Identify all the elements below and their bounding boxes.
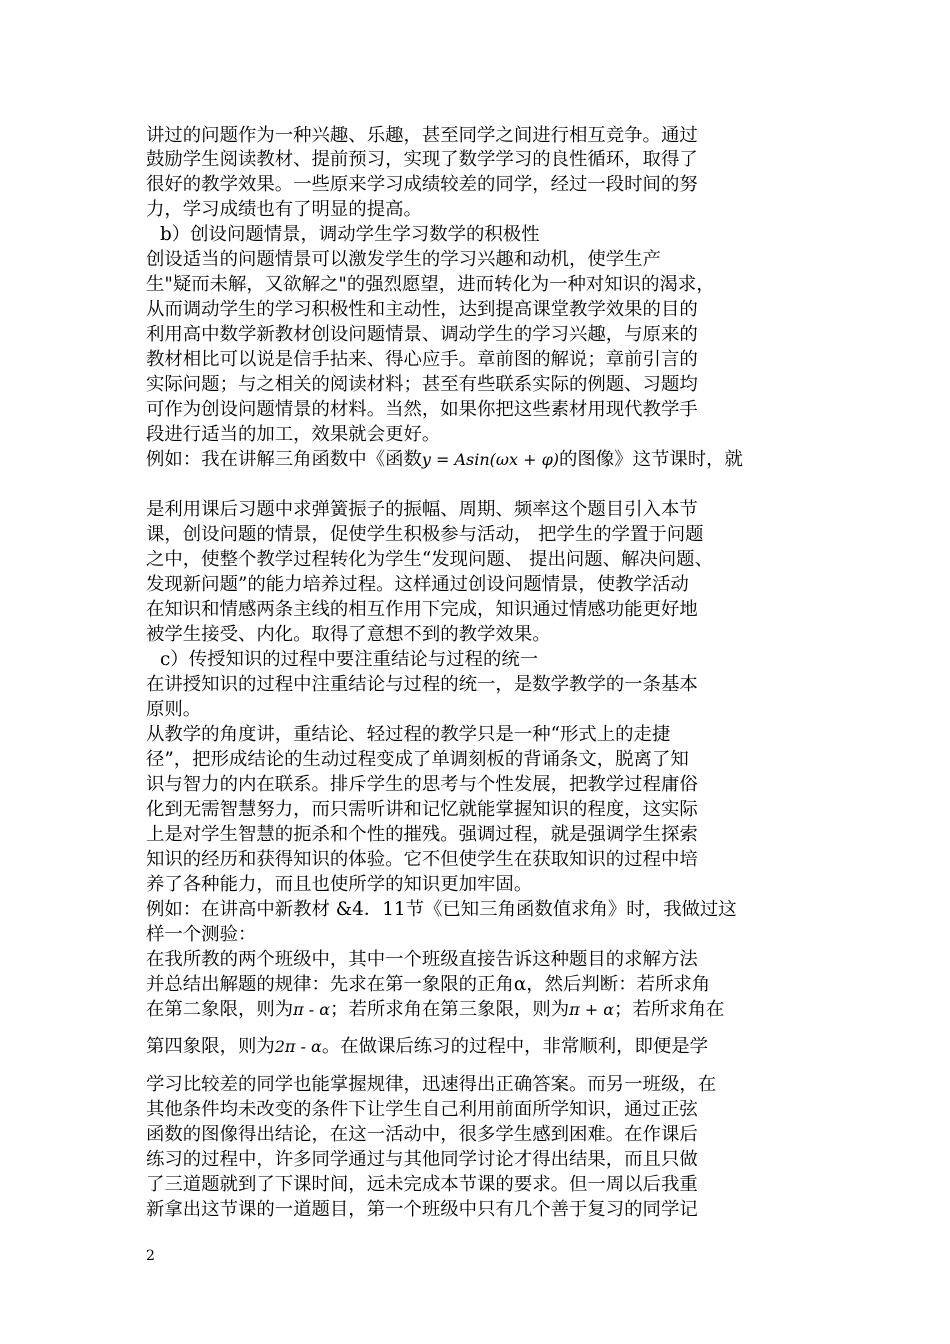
line-text: 利用高中数学新教材创设问题情景、调动学生的学习兴趣，与原来的 <box>146 324 698 345</box>
line-text: 教材相比可以说是信手拈来、得心应手。章前图的解说；章前引言的 <box>146 349 698 370</box>
line-text: 并总结出解题的规律：先求在第一象限的正角 <box>146 974 514 995</box>
line-text: 力，学习成绩也有了明显的提高。 <box>146 199 422 220</box>
text-line <box>146 847 808 873</box>
example-text-before: 例如：我在讲解三角函数中《函数 <box>146 449 422 470</box>
text-line <box>146 247 808 273</box>
text-part: 。在做课后练习的过程中，非常顺利，即便是学 <box>321 1036 709 1057</box>
line-text: 在知识和情感两条主线的相互作用下完成，知识通过情感功能更好地 <box>146 599 698 620</box>
line-text: 从教学的角度讲，重结论、轻过程的教学只是一种“形式上的走捷 <box>146 724 671 745</box>
line-text: 在我所教的两个班级中，其中一个班级直接告诉这种题目的求解方法 <box>146 949 698 970</box>
text-line <box>146 822 808 848</box>
line-text: 段进行适当的加工，效果就会更好。 <box>146 424 441 445</box>
text-line <box>146 772 808 798</box>
text-line <box>146 297 808 323</box>
line-text: 在讲授知识的过程中注重结论与过程的统一，是数学教学的一条基本 <box>146 674 698 695</box>
math-pi-plus-alpha: π + α <box>569 1000 615 1019</box>
text-line <box>146 372 808 398</box>
quadrant-line-2 <box>146 997 808 1023</box>
text-line <box>146 747 808 773</box>
line-text: 练习的过程中，许多同学通过与其他同学讨论才得出结果，而且只做 <box>146 1149 698 1170</box>
page-number: 2 <box>146 1248 155 1264</box>
text-line <box>146 272 808 298</box>
line-text: 讲过的问题作为一种兴趣、乐趣，甚至同学之间进行相互竞争。通过 <box>146 125 698 146</box>
line-text: 知识的经历和获得知识的体验。它不但使学生在获取知识的过程中培 <box>146 849 698 870</box>
text-line <box>146 547 808 573</box>
text-part: 在第二象限，则为 <box>146 999 294 1020</box>
line-text: 识与智力的内在联系。排斥学生的思考与个性发展，把教学过程庸俗 <box>146 774 698 795</box>
line-text: 样一个测验： <box>146 924 257 945</box>
math-pi-minus-alpha: π - α <box>293 1000 331 1019</box>
text-line <box>146 622 808 648</box>
line-text: 养了各种能力，而且也使所学的知识更加牢固。 <box>146 874 533 895</box>
text-line <box>146 1197 808 1223</box>
text-part: ；若所求角在第三象限，则为 <box>330 999 570 1020</box>
line-text: 是利用课后习题中求弹簧振子的振幅、周期、频率这个题目引入本节 <box>146 499 698 520</box>
line-text: 可作为创设问题情景的材料。当然，如果你把这些素材用现代教学手 <box>146 399 698 420</box>
line-text: 课，创设问题的情景，促使学生积极参与活动， 把学生的学置于问题 <box>146 524 704 545</box>
text-part: ；若所求角在 <box>614 999 725 1020</box>
line-text: 创设适当的问题情景可以激发学生的学习兴趣和动机，使学生产 <box>146 249 661 270</box>
text-line <box>146 322 808 348</box>
line-text: 例如：在讲高中新教材 &4．11节《已知三角函数值求角》时，我做过这 <box>146 899 737 920</box>
text-part: 第四象限，则为 <box>146 1036 275 1057</box>
text-line <box>146 397 808 423</box>
text-line <box>146 1097 808 1123</box>
text-line <box>146 597 808 623</box>
line-text: 被学生接受、内化。取得了意想不到的教学效果。 <box>146 624 551 645</box>
example-line <box>146 447 808 473</box>
line-text: 很好的教学效果。一些原来学习成绩较差的同学，经过一段时间的努 <box>146 174 698 195</box>
text-line <box>146 172 808 198</box>
quadrant-line-4 <box>146 1034 808 1060</box>
text-line <box>146 947 808 973</box>
text-line <box>146 722 808 748</box>
text-line <box>146 1172 808 1198</box>
text-line <box>146 147 808 173</box>
line-text: 从而调动学生的学习积极性和主动性，达到提高课堂教学效果的目的 <box>146 299 698 320</box>
text-line <box>146 347 808 373</box>
text-line <box>146 697 808 723</box>
line-text: c）传授知识的过程中要注重结论与过程的统一 <box>160 649 539 670</box>
line-text: 学习比较差的同学也能掌握规律，迅速得出正确答案。而另一班级，在 <box>146 1074 717 1095</box>
line-text: 新拿出这节课的一道题目，第一个班级中只有几个善于复习的同学记 <box>146 1199 698 1220</box>
text-line <box>146 897 808 923</box>
section-heading <box>160 647 808 673</box>
line-text: 生"疑而未解，又欲解之"的强烈愿望，进而转化为一种对知识的渴求， <box>146 274 715 295</box>
text-line <box>146 197 808 223</box>
line-text: 发现新问题”的能力培养过程。这样通过创设问题情景，使教学活动 <box>146 574 689 595</box>
text-line <box>146 922 808 948</box>
line-text: 径”，把形成结论的生动过程变成了单调刻板的背诵条文，脱离了知 <box>146 749 689 770</box>
line-text-tail: α，然后判断：若所求角 <box>513 974 711 995</box>
formula-y-asin: y = Asin(ωx + φ) <box>421 450 560 469</box>
line-text: 了三道题就到了下课时间，远未完成本节课的要求。但一周以后我重 <box>146 1174 698 1195</box>
text-line <box>146 497 808 523</box>
text-line <box>146 672 808 698</box>
math-2pi-minus-alpha: 2π - α <box>274 1037 322 1056</box>
line-text: 之中，使整个教学过程转化为学生“发现问题、 提出问题、解决问题、 <box>146 549 713 570</box>
line-text: 上是对学生智慧的扼杀和个性的摧残。强调过程，就是强调学生探索 <box>146 824 698 845</box>
text-line <box>146 1072 808 1098</box>
example-text-after: 的图像》这节课时，就 <box>559 449 743 470</box>
line-text: 其他条件均未改变的条件下让学生自己利用前面所学知识，通过正弦 <box>146 1099 698 1120</box>
text-line <box>146 572 808 598</box>
text-line <box>146 1122 808 1148</box>
section-heading <box>160 222 808 248</box>
line-text: 实际问题；与之相关的阅读材料；甚至有些联系实际的例题、习题均 <box>146 374 698 395</box>
text-line <box>146 522 808 548</box>
text-line <box>146 872 808 898</box>
text-line <box>146 422 808 448</box>
line-text: 函数的图像得出结论，在这一活动中，很多学生感到困难。在作课后 <box>146 1124 698 1145</box>
text-line <box>146 797 808 823</box>
line-text: 鼓励学生阅读教材、提前预习，实现了数学学习的良性循环，取得了 <box>146 149 698 170</box>
text-line <box>146 972 808 998</box>
line-text: b）创设问题情景，调动学生学习数学的积极性 <box>160 224 540 245</box>
line-text: 原则。 <box>146 699 202 720</box>
line-text: 化到无需智慧努力，而只需听讲和记忆就能掌握知识的程度，这实际 <box>146 799 698 820</box>
text-line <box>146 1147 808 1173</box>
text-line <box>146 123 808 149</box>
